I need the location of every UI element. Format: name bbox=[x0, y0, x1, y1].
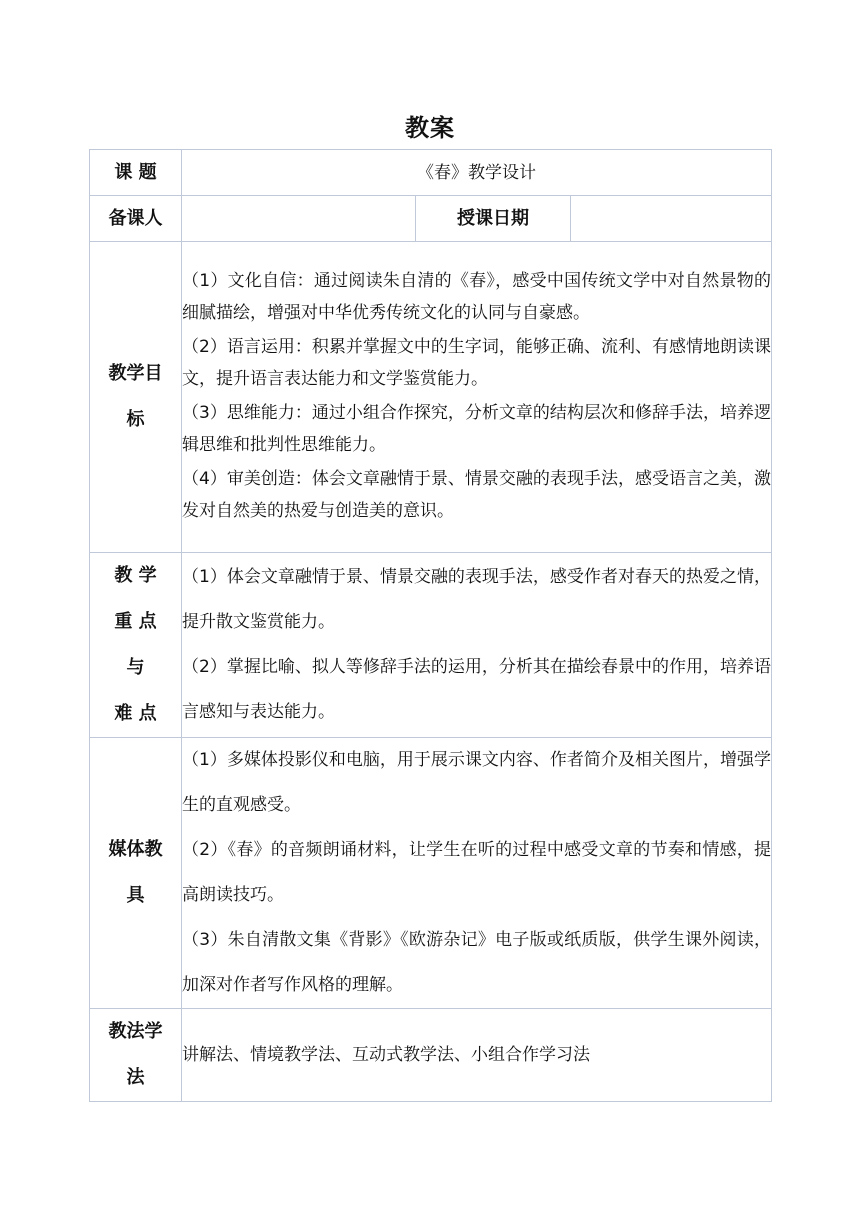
goal-item: （3）思维能力：通过小组合作探究，分析文章的结构层次和修辞手法，培养逻辑思维和批判性思维能力。 bbox=[182, 403, 771, 455]
preparer-value bbox=[182, 196, 416, 242]
media-row bbox=[90, 738, 772, 1009]
key-points-content bbox=[182, 553, 772, 738]
goal-item: （4）审美创造：体会文章融情于景、情景交融的表现手法，感受语言之美，激发对自然美的热爱与创造美的意识。 bbox=[182, 469, 771, 521]
goals-label bbox=[90, 242, 182, 553]
method-value: 讲解法、情境教学法、互动式教学法、小组合作学习法 bbox=[182, 1045, 590, 1065]
media-label-line: 具 bbox=[126, 885, 145, 906]
preparer-label: 备课人 bbox=[90, 196, 182, 242]
media-item: （2）《春》的音频朗诵材料，让学生在听的过程中感受文章的节奏和情感，提高朗读技巧。 bbox=[182, 840, 771, 905]
method-label bbox=[90, 1009, 182, 1102]
key-points-label bbox=[90, 553, 182, 738]
key-point-item: （2）掌握比喻、拟人等修辞手法的运用，分析其在描绘春景中的作用，培养语言感知与表达能力。 bbox=[182, 657, 771, 722]
goals-row bbox=[90, 242, 772, 553]
media-label-line: 媒体教 bbox=[108, 839, 163, 860]
method-label-line: 教法学 bbox=[108, 1021, 163, 1042]
method-label-line: 法 bbox=[126, 1067, 145, 1088]
media-label bbox=[90, 738, 182, 1009]
goals-label-line: 教学目 bbox=[108, 363, 163, 384]
date-label: 授课日期 bbox=[416, 196, 571, 242]
media-content bbox=[182, 738, 772, 1009]
goals-label-line: 标 bbox=[126, 409, 145, 430]
key-point-item: （1）体会文章融情于景、情景交融的表现手法，感受作者对春天的热爱之情，提升散文鉴赏能力。 bbox=[182, 567, 771, 632]
method-content bbox=[182, 1009, 772, 1102]
topic-label: 课 题 bbox=[90, 150, 182, 196]
method-row bbox=[90, 1009, 772, 1102]
preparer-row bbox=[90, 196, 772, 242]
media-item: （1）多媒体投影仪和电脑，用于展示课文内容、作者简介及相关图片，增强学生的直观感受。 bbox=[182, 750, 771, 815]
key-label-line: 与 bbox=[126, 657, 145, 678]
date-value bbox=[571, 196, 772, 242]
key-label-line: 难 点 bbox=[114, 703, 157, 724]
document-title: 教案 bbox=[405, 114, 455, 142]
lesson-plan-table bbox=[89, 149, 772, 1102]
key-points-row bbox=[90, 553, 772, 738]
goal-item: （2）语言运用：积累并掌握文中的生字词，能够正确、流利、有感情地朗读课文，提升语言表达能力和文学鉴赏能力。 bbox=[182, 337, 771, 389]
topic-row bbox=[90, 150, 772, 196]
key-label-line: 重 点 bbox=[114, 611, 157, 632]
goals-content bbox=[182, 242, 772, 553]
goal-item: （1）文化自信：通过阅读朱自清的《春》，感受中国传统文学中对自然景物的细腻描绘，增强对中华优秀传统文化的认同与自豪感。 bbox=[182, 271, 771, 323]
topic-value: 《春》教学设计 bbox=[182, 150, 772, 196]
key-label-line: 教 学 bbox=[114, 565, 157, 586]
media-item: （3）朱自清散文集《背影》《欧游杂记》电子版或纸质版，供学生课外阅读，加深对作者写作风格的理解。 bbox=[182, 930, 771, 995]
